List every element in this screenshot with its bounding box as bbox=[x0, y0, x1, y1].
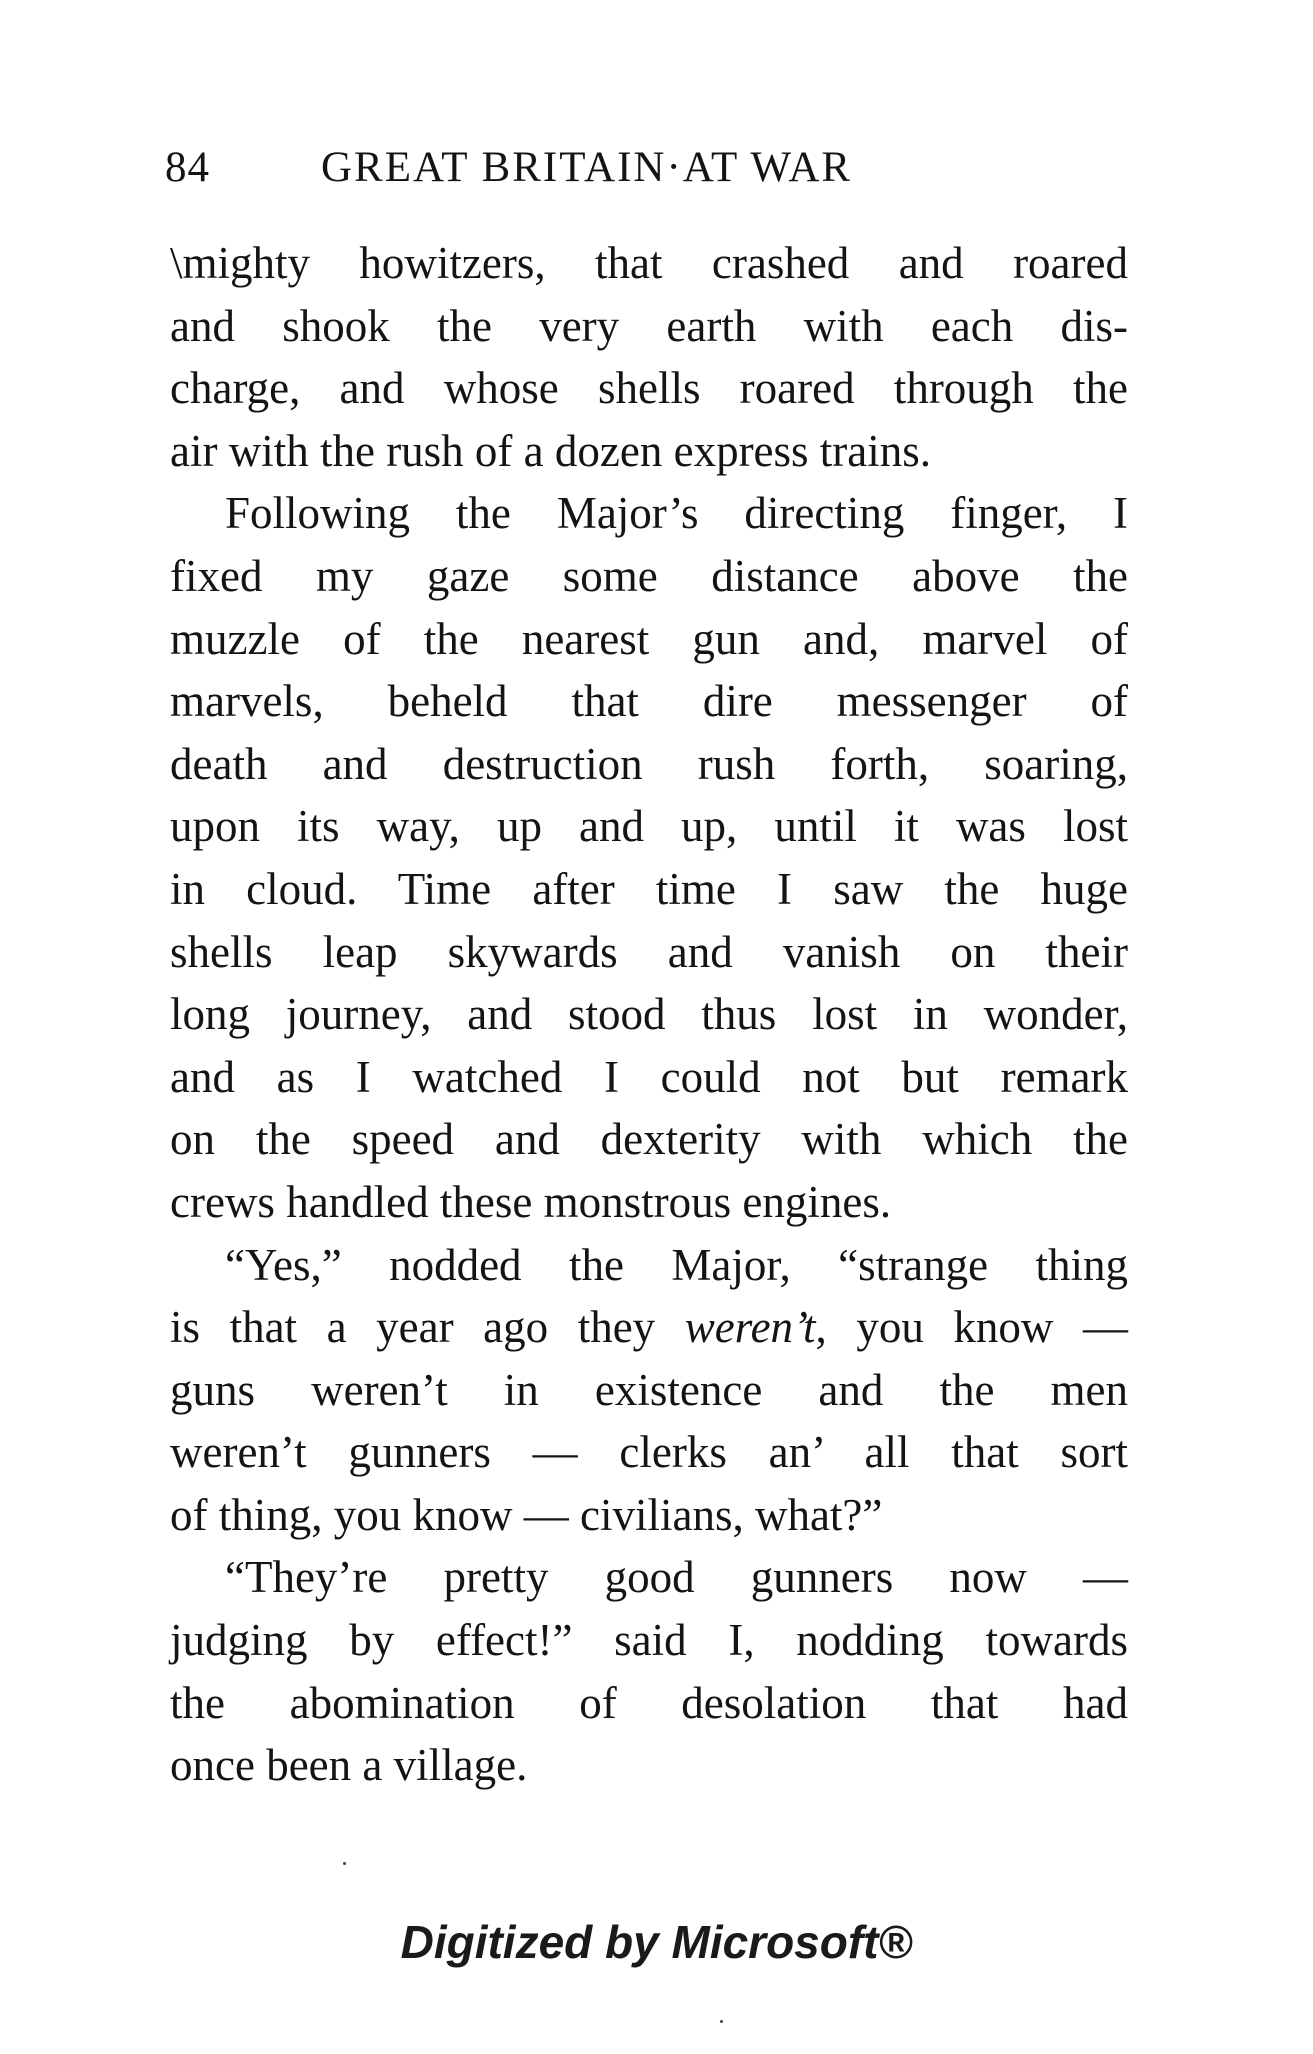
text-line bbox=[170, 1296, 1128, 1359]
text-run: is that a year ago they bbox=[170, 1302, 685, 1353]
text-line: of thing, you know — civilians, what?” bbox=[170, 1489, 883, 1540]
text-line: “Yes,” nodded the Major, “strange thing bbox=[225, 1239, 1128, 1290]
text-line: \mighty howitzers, that crashed and roared bbox=[170, 238, 1128, 288]
text-run: , you know — bbox=[815, 1302, 1128, 1353]
text-line: the abomination of desolation that had bbox=[170, 1677, 1128, 1728]
text-line: and shook the very earth with each dis- bbox=[170, 300, 1128, 351]
text-line: guns weren’t in existence and the men bbox=[170, 1364, 1128, 1415]
text-line: upon its way, up and up, until it was lost bbox=[170, 801, 1128, 852]
text-line: in cloud. Time after time I saw the huge bbox=[170, 863, 1128, 914]
text-line: air with the rush of a dozen express trains. bbox=[170, 425, 932, 476]
text-line: “They’re pretty good gunners now — bbox=[225, 1552, 1128, 1603]
text-line: Following the Major’s directing finger, I bbox=[225, 488, 1128, 539]
running-title: GREAT BRITAIN·AT WAR bbox=[321, 144, 853, 191]
text-line: charge, and whose shells roared through the bbox=[170, 363, 1128, 414]
text-line: weren’t gunners — clerks an’ all that sort bbox=[170, 1427, 1128, 1478]
text-line: marvels, beheld that dire messenger of bbox=[170, 676, 1128, 727]
digitization-watermark: Digitized by Microsoft® bbox=[400, 1916, 913, 1968]
page-header bbox=[165, 138, 1125, 198]
scan-speck bbox=[720, 2020, 723, 2023]
text-line: death and destruction rush forth, soaring, bbox=[170, 738, 1128, 789]
body-text bbox=[170, 232, 1128, 1797]
text-line: once been a village. bbox=[170, 1740, 528, 1791]
text-line: fixed my gaze some distance above the bbox=[170, 550, 1128, 601]
scan-speck bbox=[343, 1862, 346, 1865]
text-line: shells leap skywards and vanish on their bbox=[170, 926, 1128, 977]
text-line: on the speed and dexterity with which the bbox=[170, 1114, 1128, 1165]
text-line: judging by effect!” said I, nodding towards bbox=[170, 1615, 1128, 1666]
italic-word: weren’t bbox=[684, 1302, 816, 1353]
page-number: 84 bbox=[165, 144, 210, 191]
text-line: long journey, and stood thus lost in wonder, bbox=[170, 989, 1128, 1040]
text-line: and as I watched I could not but remark bbox=[170, 1051, 1128, 1102]
text-line: crews handled these monstrous engines. bbox=[170, 1176, 892, 1227]
text-line: muzzle of the nearest gun and, marvel of bbox=[170, 613, 1128, 664]
